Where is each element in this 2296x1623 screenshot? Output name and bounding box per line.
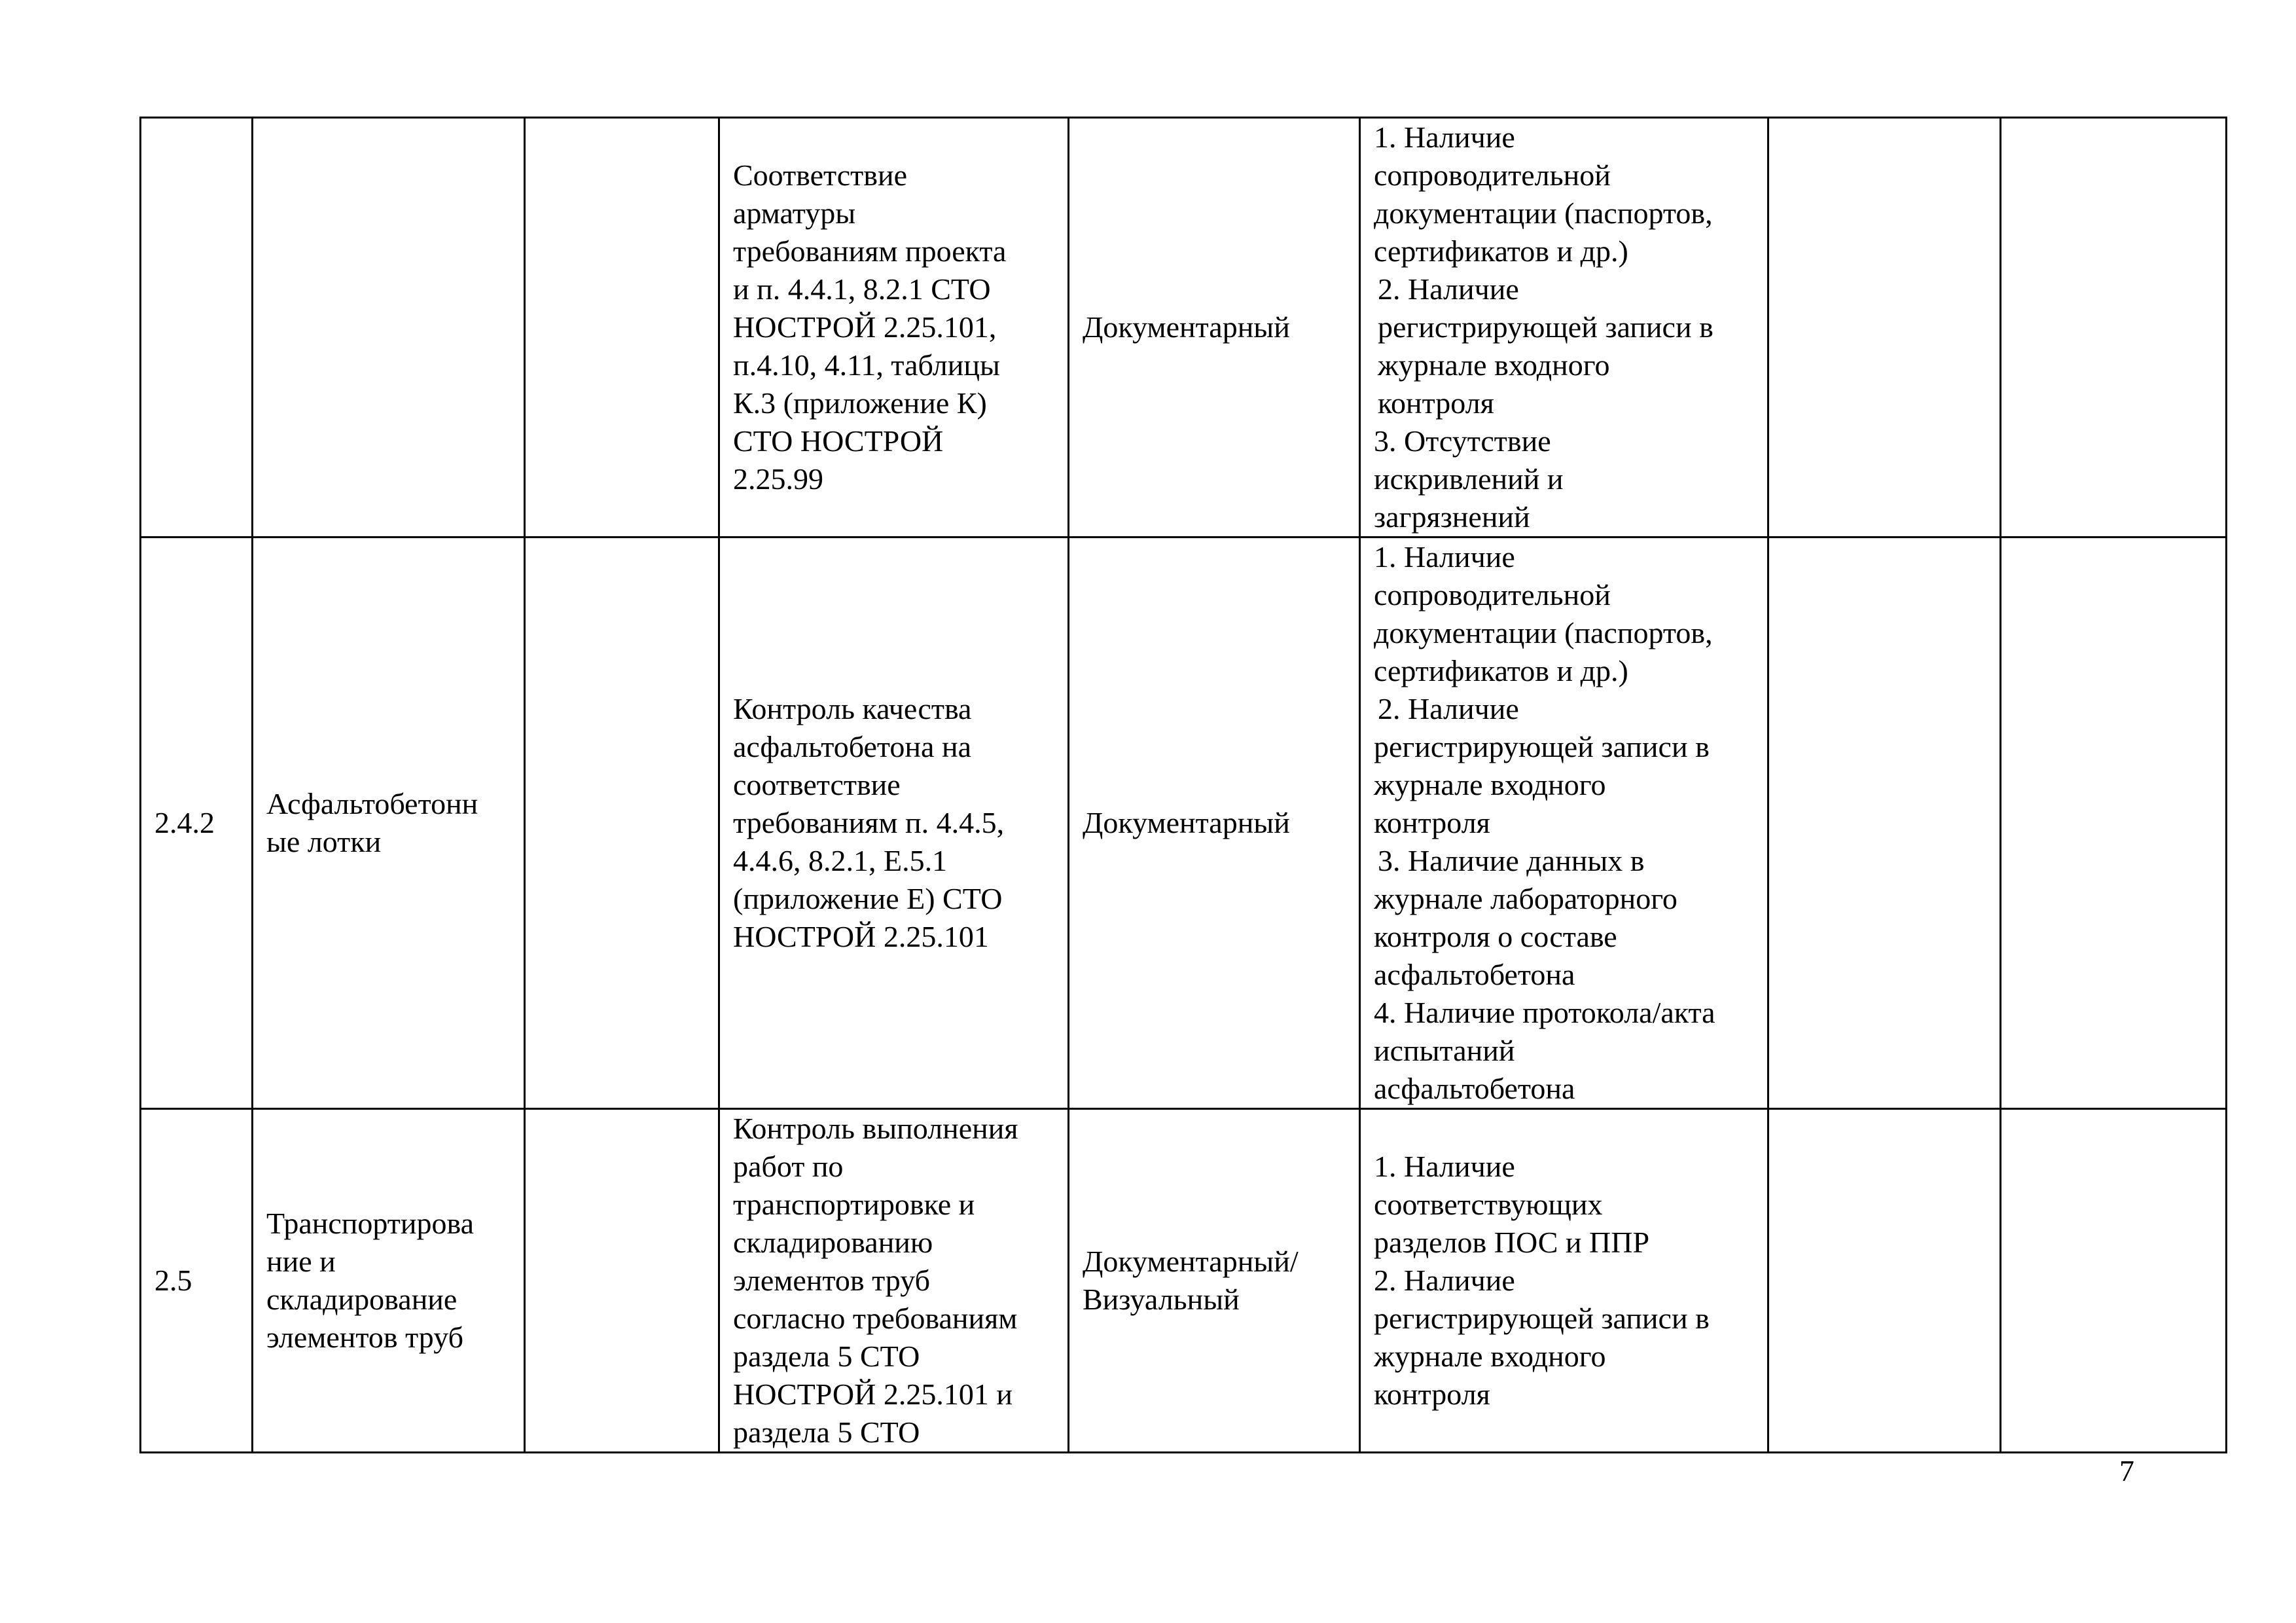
empty-cell bbox=[2001, 118, 2227, 538]
criteria-cell: 1. Наличие сопроводительной документации (паспортов, сертификатов и др.) 2. Наличие регистрирующей записи в журнале входного контроля 3. Отсутствие искривлений и загрязнений bbox=[1360, 118, 1768, 538]
criteria-cell: 1. Наличие сопроводительной документации (паспортов, сертификатов и др.) 2. Наличие регистрирующей записи в журнале входного контроля 3. Наличие данных в журнале лабораторного контроля о составе асфальтобетона 4. Наличие протокола/акта испытаний асфальтобетона bbox=[1360, 538, 1768, 1109]
object-name-cell: Транспортирова ние и складирование элементов труб bbox=[253, 1109, 525, 1453]
object-name-cell: Асфальтобетонн ые лотки bbox=[253, 538, 525, 1109]
empty-cell bbox=[2001, 1109, 2227, 1453]
table-row bbox=[141, 1109, 2227, 1453]
empty-cell bbox=[1768, 1109, 2001, 1453]
empty-cell bbox=[525, 1109, 719, 1453]
criteria-cell: 1. Наличие соответствующих разделов ПОС и ППР 2. Наличие регистрирующей записи в журнале входного контроля bbox=[1360, 1109, 1768, 1453]
empty-cell bbox=[1768, 538, 2001, 1109]
control-method-cell: Документарный bbox=[1069, 538, 1360, 1109]
requirement-cell: Соответствие арматуры требованиям проекта и п. 4.4.1, 8.2.1 СТО НОСТРОЙ 2.25.101, п.4.10, 4.11, таблицы К.3 (приложение К) СТО НОСТРОЙ 2.25.99 bbox=[719, 118, 1069, 538]
requirement-cell: Контроль выполнения работ по транспортировке и складированию элементов труб согласно требованиям раздела 5 СТО НОСТРОЙ 2.25.101 и раздела 5 СТО bbox=[719, 1109, 1069, 1453]
empty-cell bbox=[1768, 118, 2001, 538]
requirement-cell: Контроль качества асфальтобетона на соответствие требованиям п. 4.4.5, 4.4.6, 8.2.1, Е.5.1 (приложение Е) СТО НОСТРОЙ 2.25.101 bbox=[719, 538, 1069, 1109]
page-number: 7 bbox=[2119, 1454, 2134, 1487]
row-number-cell: 2.5 bbox=[141, 1109, 253, 1453]
inspection-table bbox=[139, 117, 2227, 1453]
empty-cell bbox=[525, 538, 719, 1109]
table-row bbox=[141, 538, 2227, 1109]
object-name-cell bbox=[253, 118, 525, 538]
row-number-cell bbox=[141, 118, 253, 538]
table-row bbox=[141, 118, 2227, 538]
control-method-cell: Документарный bbox=[1069, 118, 1360, 538]
row-number-cell: 2.4.2 bbox=[141, 538, 253, 1109]
empty-cell bbox=[2001, 538, 2227, 1109]
empty-cell bbox=[525, 118, 719, 538]
control-method-cell: Документарный/ Визуальный bbox=[1069, 1109, 1360, 1453]
